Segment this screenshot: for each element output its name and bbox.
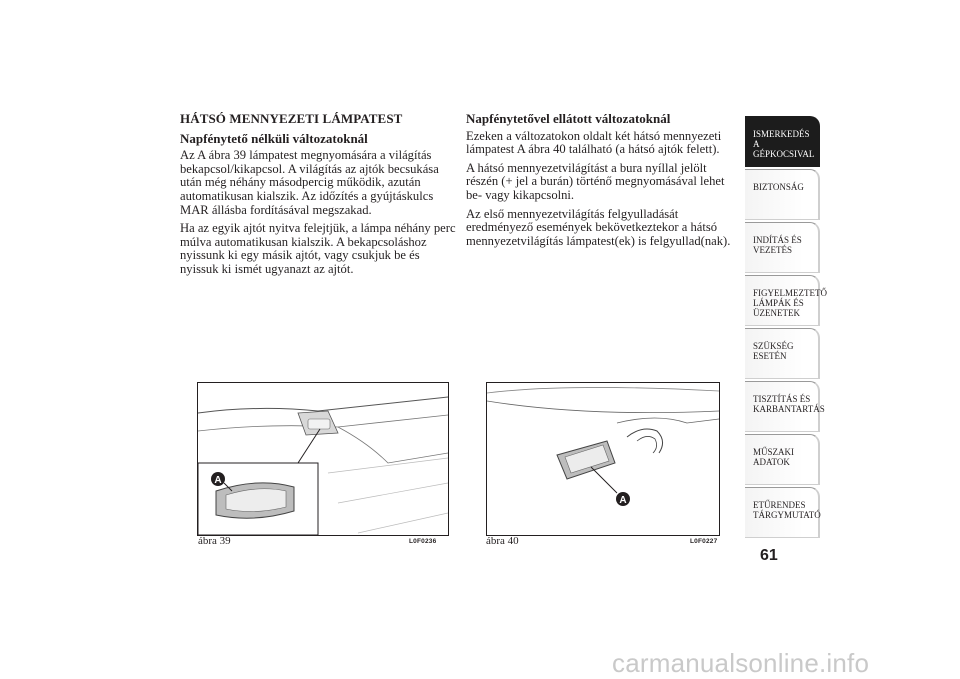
tab-biztonsag[interactable]: BIZTONSÁG bbox=[745, 169, 820, 220]
paragraph: A hátsó mennyezetvilágítást a bura nyíllal jelölt részén (+ jel a burán) történő megnyomásával lehet be- vagy kikapcsolni. bbox=[466, 160, 725, 202]
figure-39-code: L0F0236 bbox=[409, 538, 437, 545]
paragraph: Az A ábra 39 lámpatest megnyomására a világítás bekapcsol/kikapcsol. A világítás az ajtók becsukása után még néhány másodpercig működik, azután automatikusan kialszik. Az időzítés a gyújtáskulcs MAR állásba fordításával megszakad. bbox=[180, 148, 439, 217]
figure-40-code: L0F0227 bbox=[690, 538, 718, 545]
label-a: A bbox=[619, 495, 627, 506]
ceiling-lamp-illustration bbox=[198, 383, 448, 535]
left-column bbox=[180, 112, 460, 282]
subheading-no-sunroof: Napfénytető nélküli változatoknál bbox=[180, 130, 368, 146]
watermark: carmanualsonline.info bbox=[612, 648, 870, 678]
subheading-sunroof: Napfénytetővel ellátott változatoknál bbox=[466, 111, 671, 126]
figure-39-caption: ábra 39 bbox=[198, 535, 231, 547]
tab-ismerkedes[interactable]: ISMERKEDÉS A GÉPKOCSIVAL bbox=[745, 116, 820, 167]
tab-inditas[interactable]: INDÍTÁS ÉS VEZETÉS bbox=[745, 222, 820, 273]
figure-40 bbox=[486, 382, 720, 536]
label-a: A bbox=[214, 475, 222, 486]
figure-39 bbox=[197, 382, 449, 536]
tab-muszaki[interactable]: MŰSZAKI ADATOK bbox=[745, 434, 820, 485]
ceiling-lamp-illustration bbox=[487, 383, 719, 535]
tab-targymutato[interactable]: ETŰRENDES TÁRGYMUTATÓ bbox=[745, 487, 820, 538]
paragraph: Az első mennyezetvilágítás felgyulladását eredményező események bekövetkeztekor a hátsó mennyezetvilágítás lámpatest(ek) is felgyullad(nak). bbox=[466, 206, 731, 248]
tab-tisztitas[interactable]: TISZTÍTÁS ÉS KARBANTARTÁS bbox=[745, 381, 820, 432]
chapter-tabs bbox=[745, 116, 827, 540]
paragraph: Ha az egyik ajtót nyitva felejtjük, a lámpa néhány perc múlva automatikusan kialszik. A bekapcsoláshoz nyissunk ki egy másik ajtót, vagy csukjuk be és nyissuk ki ismét ugyanazt az ajtót. bbox=[180, 221, 456, 276]
tab-figyelmezteto[interactable]: FIGYELMEZTETŐ LÁMPÁK ÉS ÜZENETEK bbox=[745, 275, 820, 326]
section-heading: HÁTSÓ MENNYEZETI LÁMPATEST bbox=[180, 111, 403, 126]
tab-szukseg[interactable]: SZÜKSÉG ESETÉN bbox=[745, 328, 820, 379]
page-number: 61 bbox=[760, 547, 778, 564]
paragraph: Ezeken a változatokon oldalt két hátsó mennyezeti lámpatest A ábra 40 található (a hátsó ajtók felett). bbox=[466, 128, 722, 157]
right-column bbox=[466, 112, 732, 253]
figure-40-caption: ábra 40 bbox=[486, 535, 519, 547]
